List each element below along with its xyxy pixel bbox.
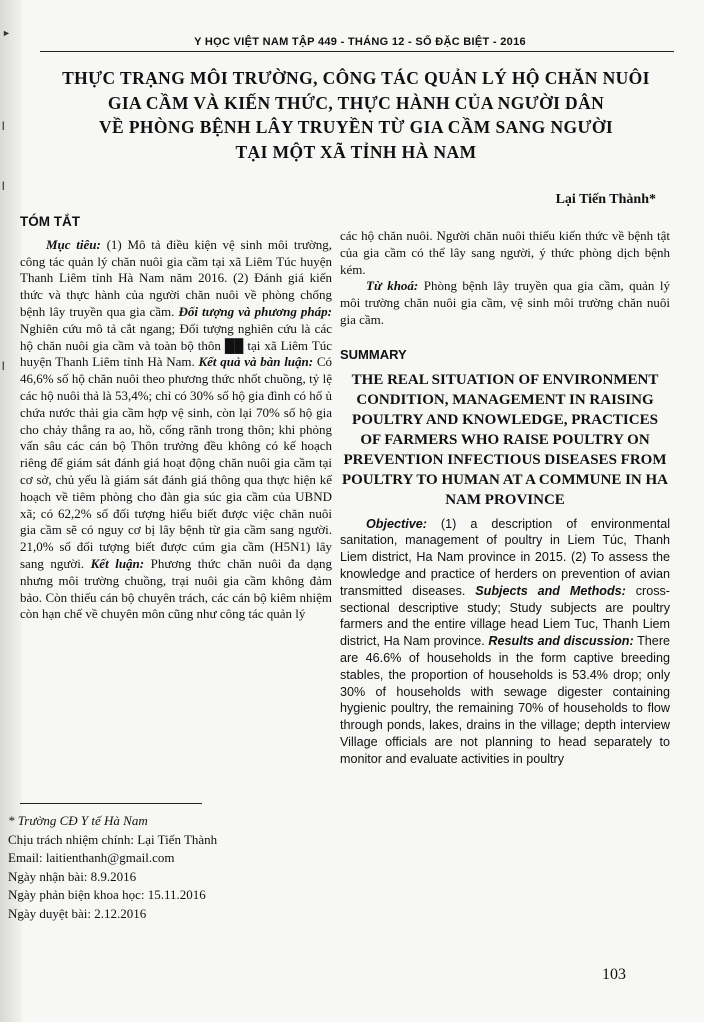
footnote-rule [20, 803, 202, 804]
title-line: VỀ PHÒNG BỆNH LÂY TRUYỀN TỪ GIA CẦM SANG NGƯỜI [98, 117, 614, 137]
article-title [46, 66, 666, 164]
date-approved: Ngày duyệt bài: 2.12.2016 [8, 905, 147, 921]
keywords-text: Phòng bệnh lây truyền qua gia cầm, quản lý môi trường chăn nuôi gia cầm, vệ sinh môi trường chăn nuôi gia cầm. [340, 278, 670, 327]
edge-fragment: | [2, 180, 5, 190]
title-line: GIA CẦM VÀ KIẾN THỨC, THỰC HÀNH CỦA NGƯỜI DÂN [107, 92, 605, 113]
methods-text: Nghiên cứu mô tả cắt ngang; Đối tượng nghiên cứu là các hộ chăn nuôi gia cầm và toàn bộ thôn ██ tại xã Liêm Túc huyện Thanh Liêm tỉnh Hà Nam. [20, 320, 332, 370]
english-title: THE REAL SITUATION OF ENVIRONMENT CONDITION, MANAGEMENT IN RAISING POULTRY AND KNOWLEDGE, PRACTICES OF FARMERS WHO RAISE POULTRY ON PREVENTION INFECTIOUS DISEASES FROM POULTRY TO HUMAN AT A COMMUNE IN HA NAM PROVINCE [341, 371, 669, 508]
methods-label: Đối tượng và phương pháp: [178, 303, 332, 319]
objective-label: Mục tiêu: [46, 236, 101, 252]
conclusion-continued: các hộ chăn nuôi. Người chăn nuôi thiếu kiến thức về bệnh tật của gia cầm có thể lây sang người, ý thức phòng dịch bệnh kém. [340, 228, 670, 277]
conclusion-text: Phương thức chăn nuôi đa dạng nhưng môi trường chuồng, trại nuôi gia cầm không đảm bảo. Còn thiếu cán bộ chuyên trách, các cán bộ kiêm nhiệm còn hạn chế về chuyên môn cũng như công tác quản lý [20, 555, 332, 622]
summary-body [340, 516, 670, 768]
footnotes [8, 812, 338, 924]
date-received: Ngày nhận bài: 8.9.2016 [8, 868, 137, 884]
en-results-text: There are 46.6% of households in the form captive breeding stables, the proportion of households is 53.4% drop; only 30% of households with sewage digester containing hygienic poultry, the remaining 70% of households to flow through ponds, lakes, drains in the village; depth interview Village officials are not planning to head separately to monitor and evaluate activities in poultry [340, 634, 671, 766]
title-line: THỰC TRẠNG MÔI TRƯỜNG, CÔNG TÁC QUẢN LÝ HỘ CHĂN NUÔI [62, 68, 650, 88]
date-reviewed: Ngày phản biện khoa học: 15.11.2016 [8, 887, 206, 903]
en-results-label: Results and discussion: [488, 634, 634, 649]
affiliation: * Trường CĐ Y tế Hà Nam [8, 813, 148, 828]
abstract-vi-body [20, 237, 332, 623]
keywords-label: Từ khoá: [366, 278, 419, 294]
objective-text: (1) Mô tả điều kiện vệ sinh môi trường, công tác quản lý chăn nuôi gia cầm tại xã Liêm Túc huyện Thanh Liêm tỉnh Hà Nam năm 2016. (2) Đánh giá kiến thức và thực hành của người chăn nuôi về phòng chống bệnh lây truyền qua gia cầm. [20, 236, 332, 319]
responsible-author: Chịu trách nhiệm chính: Lại Tiến Thành [8, 831, 218, 847]
edge-fragment: | [2, 120, 5, 130]
edge-fragment: | [2, 360, 5, 370]
keywords [340, 278, 670, 328]
header-rule [40, 51, 674, 52]
left-column [20, 208, 332, 623]
edge-fragment: ► [2, 28, 11, 38]
page-number: 103 [602, 966, 626, 983]
right-column [340, 228, 670, 768]
summary-heading: SUMMARY [340, 346, 407, 362]
title-line: TẠI MỘT XÃ TỈNH HÀ NAM [235, 141, 477, 162]
en-objective-label: Objective: [366, 516, 427, 531]
en-methods-label: Subjects and Methods: [475, 583, 626, 598]
conclusion-label: Kết luận: [90, 555, 145, 571]
abstract-heading: TÓM TẮT [20, 214, 80, 229]
author: Lại Tiến Thành* [555, 192, 656, 207]
en-objective-text: (1) a description of environmental sanitation, management of poultry in Liem Túc, Thanh Liem district, Ha Nam province in 2015. (2) To assess the knowledge and practice of herders on prevention of avian transmitted diseases. [340, 516, 670, 598]
results-label: Kết quả và bàn luận: [198, 354, 314, 370]
results-text: Có 46,6% số hộ chăn nuôi theo phương thức nhốt chuồng, tỷ lệ các hộ nuôi thả là 53,4%; chỉ có 30% số hộ gia đình có hố ủ chứa nước thải gia cầm hợp vệ sinh, còn lại 70% số hộ gia cho chảy thẳng ra ao, hồ, cống rãnh trong thôn; khi phỏng vấn sâu các cán bộ Thôn trưởng đều không có kế hoạch riêng để giám sát đánh giá hoạt động chăn nuôi gia cầm tại cơ sở, chủ yếu là giám sát đánh giá thông qua thực hiện kế hoạch về tiêm phòng cho đàn gia súc gia cầm của UBND xã; có 62,2% số đối tượng hiểu biết được việc chăn nuôi gia cầm sẽ có nguy cơ bị lây bệnh từ gia cầm sang người. 21,0% số đối tượng biết được cúm gia cầm (H5N1) lây sang người. [20, 354, 333, 571]
en-methods-text: cross-sectional descriptive study; Study subjects are poultry farmers and the entire village head Liem Tuc, Thanh Liem district, Ha Nam province. [340, 583, 670, 649]
email: Email: laitienthanh@gmail.com [8, 850, 175, 866]
journal-header: Y HỌC VIỆT NAM TẬP 449 - THÁNG 12 - SỐ ĐẶC BIỆT - 2016 [194, 36, 526, 48]
